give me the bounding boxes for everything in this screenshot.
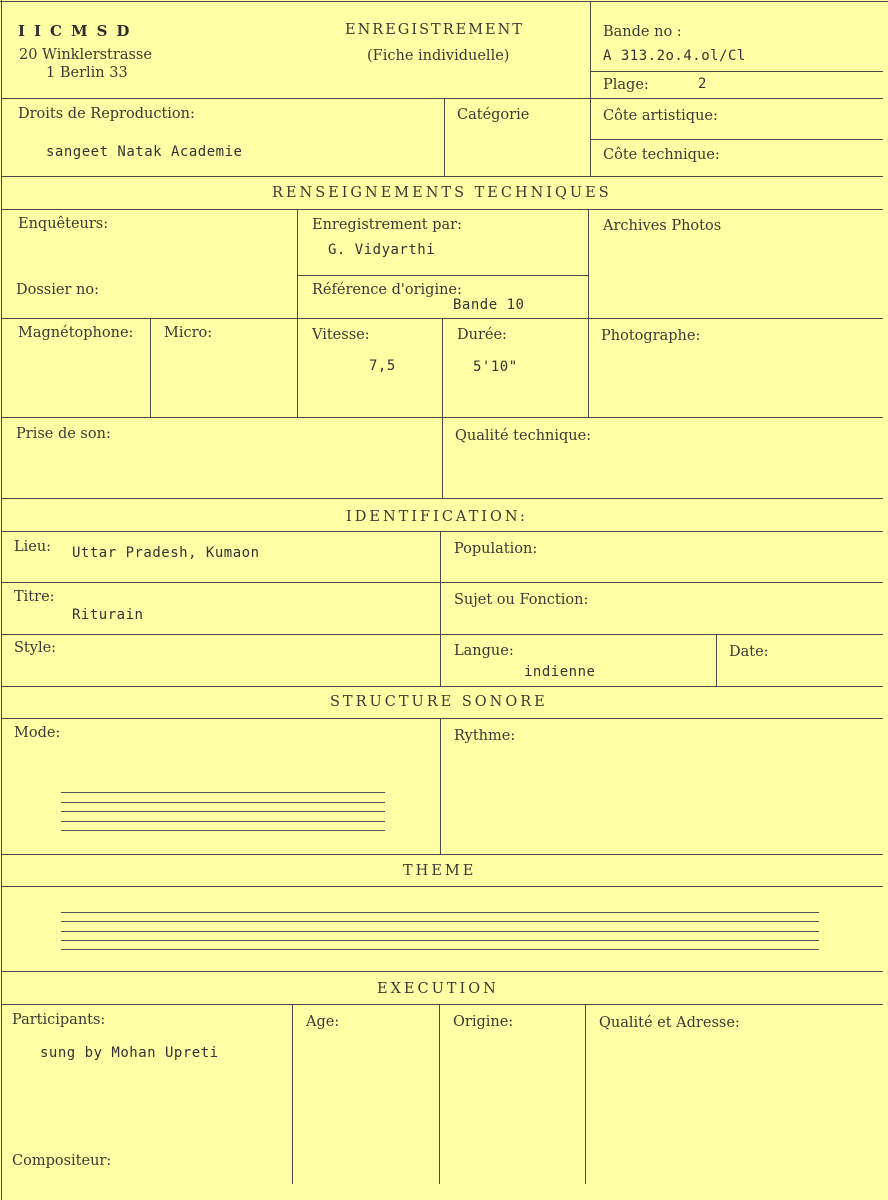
form-subtitle: (Fiche individuelle) — [367, 48, 510, 64]
divider — [1, 971, 883, 972]
form-title: ENREGISTREMENT — [345, 22, 524, 38]
enregistrement-par-value: G. Vidyarthi — [328, 242, 436, 258]
cote-technique-label: Côte technique: — [603, 147, 720, 163]
theme-staff-line — [61, 940, 819, 941]
divider — [444, 98, 445, 176]
divider — [1, 582, 883, 583]
divider — [1, 686, 883, 687]
date-label: Date: — [729, 644, 769, 660]
section-title-structure: STRUCTURE SONORE — [330, 694, 548, 710]
mode-staff-line — [61, 792, 385, 793]
rythme-label: Rythme: — [454, 728, 516, 744]
qualite-adresse-label: Qualité et Adresse: — [599, 1015, 740, 1031]
divider — [297, 209, 298, 417]
plage-value: 2 — [698, 76, 707, 92]
divider — [439, 1004, 440, 1184]
magnetophone-label: Magnétophone: — [18, 325, 134, 341]
divider — [590, 71, 883, 72]
age-label: Age: — [306, 1014, 340, 1030]
population-label: Population: — [454, 541, 538, 557]
reference-label: Référence d'origine: — [312, 282, 462, 298]
mode-staff-line — [61, 830, 385, 831]
divider — [588, 209, 589, 417]
sujet-label: Sujet ou Fonction: — [454, 592, 589, 608]
divider — [297, 275, 588, 276]
theme-staff-line — [61, 931, 819, 932]
lieu-value: Uttar Pradesh, Kumaon — [72, 545, 260, 561]
section-title-execution: EXECUTION — [377, 981, 499, 997]
droits-label: Droits de Reproduction: — [18, 106, 195, 122]
titre-value: Riturain — [72, 607, 144, 623]
enqueteurs-label: Enquêteurs: — [18, 216, 109, 232]
address-line-2: 1 Berlin 33 — [46, 65, 128, 81]
style-label: Style: — [14, 640, 57, 656]
langue-value: indienne — [524, 664, 596, 680]
micro-label: Micro: — [164, 325, 213, 341]
plage-label: Plage: — [603, 77, 649, 93]
duree-value: 5'10" — [473, 359, 518, 375]
titre-label: Titre: — [14, 589, 55, 605]
prise-de-son-label: Prise de son: — [16, 426, 111, 442]
card-left-border — [1, 0, 2, 1200]
divider — [1, 718, 883, 719]
divider — [716, 634, 717, 686]
participants-label: Participants: — [12, 1012, 106, 1028]
categorie-label: Catégorie — [457, 107, 530, 123]
participants-value: sung by Mohan Upreti — [40, 1045, 219, 1061]
bande-label: Bande no : — [603, 24, 682, 40]
divider — [1, 854, 883, 855]
lieu-label: Lieu: — [14, 539, 52, 555]
theme-staff-line — [61, 949, 819, 950]
divider — [590, 139, 883, 140]
divider — [1, 634, 883, 635]
cote-artistique-label: Côte artistique: — [603, 108, 718, 124]
address-line-1: 20 Winklerstrasse — [19, 47, 152, 63]
card-top-border — [0, 1, 888, 2]
dossier-label: Dossier no: — [16, 282, 99, 298]
divider — [442, 318, 443, 498]
origine-label: Origine: — [453, 1014, 514, 1030]
vitesse-label: Vitesse: — [312, 327, 370, 343]
divider — [590, 2, 591, 176]
divider — [1, 498, 883, 499]
theme-staff-line — [61, 912, 819, 913]
reference-value: Bande 10 — [453, 297, 525, 313]
mode-staff-line — [61, 811, 385, 812]
compositeur-label: Compositeur: — [12, 1153, 112, 1169]
section-title-technical: RENSEIGNEMENTS TECHNIQUES — [272, 185, 612, 201]
divider — [1, 176, 883, 177]
mode-staff-line — [61, 821, 385, 822]
divider — [440, 718, 441, 854]
divider — [1, 209, 883, 210]
mode-label: Mode: — [14, 725, 61, 741]
vitesse-value: 7,5 — [369, 358, 396, 374]
enregistrement-par-label: Enregistrement par: — [312, 217, 462, 233]
divider — [1, 886, 883, 887]
langue-label: Langue: — [454, 643, 514, 659]
section-title-identification: IDENTIFICATION: — [346, 509, 528, 525]
duree-label: Durée: — [457, 327, 507, 343]
divider — [1, 531, 883, 532]
divider — [1, 98, 883, 99]
divider — [150, 318, 151, 417]
droits-value: sangeet Natak Academie — [46, 144, 243, 160]
section-title-theme: THEME — [403, 863, 477, 879]
divider — [292, 1004, 293, 1184]
mode-staff-line — [61, 802, 385, 803]
photographe-label: Photographe: — [601, 328, 701, 344]
bande-value: A 313.2o.4.ol/Cl — [603, 48, 746, 64]
theme-staff-line — [61, 921, 819, 922]
archives-photos-label: Archives Photos — [603, 218, 722, 234]
divider — [585, 1004, 586, 1184]
divider — [440, 531, 441, 686]
divider — [1, 1004, 883, 1005]
logo: IICMSD — [18, 22, 139, 40]
qualite-technique-label: Qualité technique: — [455, 428, 592, 444]
divider — [1, 417, 883, 418]
